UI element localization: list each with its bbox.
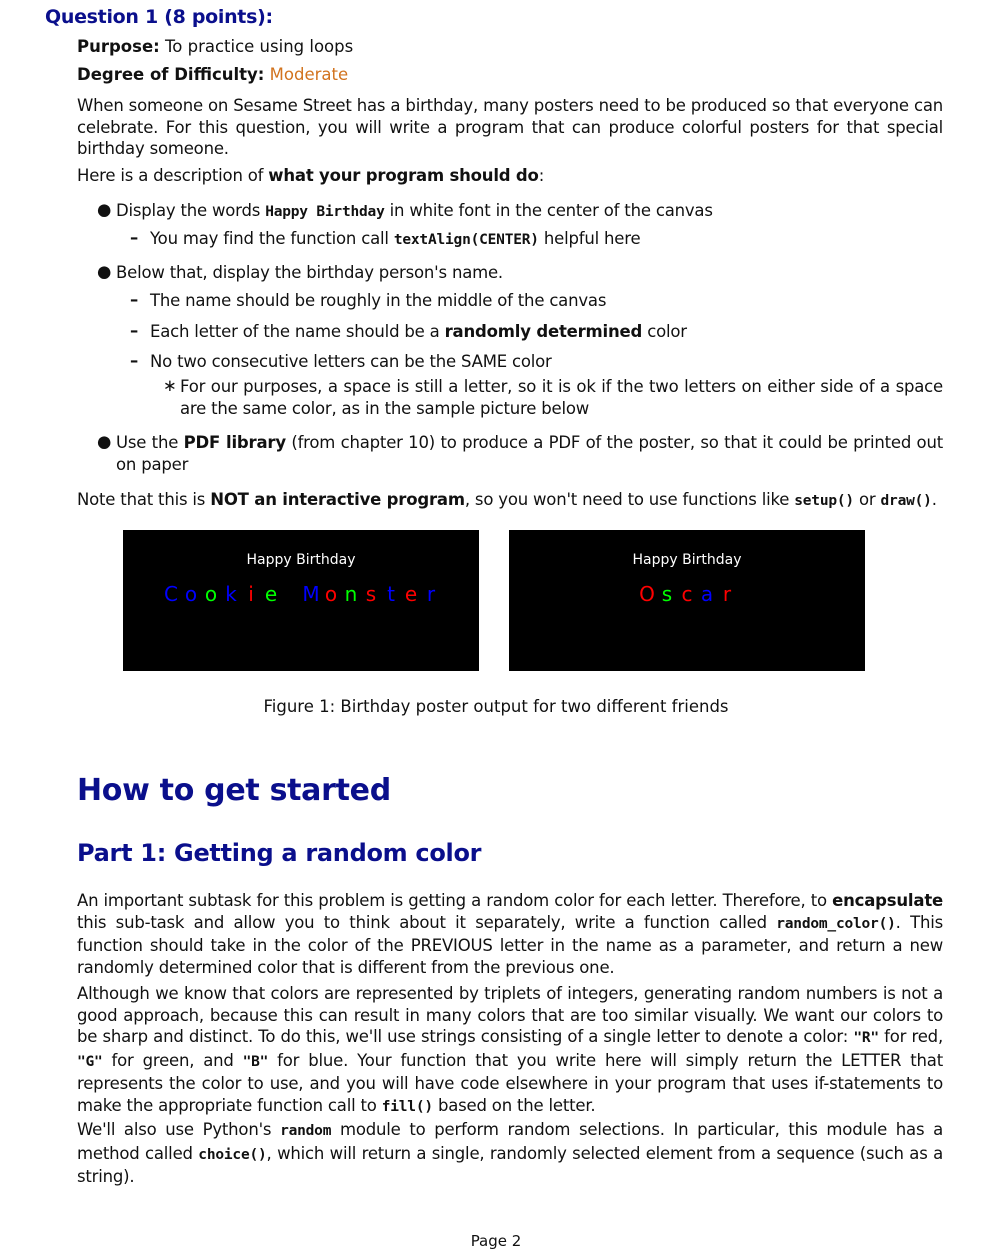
- difficulty-line: [77, 65, 348, 84]
- p3-code-random: random: [280, 1123, 332, 1139]
- note-mid2: or: [853, 490, 881, 509]
- poster-letter: c: [681, 582, 693, 606]
- difficulty-label: Degree of Difficulty:: [77, 65, 265, 84]
- page-number: Page 2: [470, 1232, 522, 1250]
- note-code-draw: draw(): [880, 493, 932, 509]
- p3-t2: module to perform random selections. In particular, this module has a method called: [77, 1120, 943, 1163]
- bullet-3-bold: PDF library: [183, 433, 286, 452]
- bullet-1-pre: Display the words: [116, 201, 266, 220]
- p1-code: random_color(): [776, 915, 896, 932]
- poster-oscar: [509, 530, 865, 671]
- bullet-dot-icon: ●: [97, 262, 112, 281]
- poster-letter: i: [248, 582, 254, 606]
- description-intro: [77, 165, 943, 187]
- p2-code-g: "G": [77, 1053, 103, 1070]
- bullet-dot-icon: ●: [97, 200, 112, 219]
- bullet-1-1-code: textAlign(CENTER): [393, 232, 539, 248]
- p1-pre: An important subtask for this problem is getting a random color for each letter. Therefore, to: [77, 891, 833, 910]
- note-bold: NOT an interactive program: [210, 490, 465, 509]
- purpose-label: Purpose:: [77, 37, 160, 56]
- bullet-3: [116, 432, 943, 475]
- dash-icon: –: [130, 321, 139, 340]
- poster-letter: r: [426, 582, 436, 606]
- part1-paragraph-2: [77, 983, 943, 1118]
- poster-cookie-monster: [123, 530, 479, 671]
- note-code-setup: setup(): [794, 493, 854, 509]
- poster-letter: [281, 582, 301, 606]
- poster-name: [123, 582, 479, 606]
- dash-icon: –: [130, 290, 139, 309]
- p3-t3: , which will return a single, randomly selected element from a sequence (such as a string).: [77, 1143, 943, 1186]
- asterisk-icon: ∗: [163, 376, 177, 395]
- poster-letter: O: [639, 582, 655, 606]
- bullet-2-1: The name should be roughly in the middle of the canvas: [150, 291, 607, 310]
- bullet-2-3: No two consecutive letters can be the SAME color: [150, 352, 552, 371]
- p3-t1: We'll also use Python's: [77, 1120, 281, 1139]
- bullet-dot-icon: ●: [97, 432, 112, 451]
- bullet-1-code: Happy Birthday: [265, 204, 385, 220]
- bullet-2: Below that, display the birthday person's name.: [116, 263, 503, 282]
- poster-letter: r: [722, 582, 732, 606]
- purpose-text: To practice using loops: [159, 37, 354, 56]
- note-post: .: [931, 490, 937, 509]
- poster-letter: o: [324, 582, 338, 606]
- p2-t3: for green, and: [102, 1050, 243, 1070]
- intro-paragraph: When someone on Sesame Street has a birthday, many posters need to be produced so that everyone can celebrate. For this question, you will write a program that can produce colorful posters for that special birthday someone.: [77, 96, 943, 158]
- difficulty-value: Moderate: [264, 65, 349, 84]
- p2-t4: for blue. Your function that you write here will simply return the LETTER that represents the color to use, and you will have code elsewhere in your program that uses if-statements to make the appropriate function call to: [77, 1050, 943, 1115]
- note-pre: Note that this is: [77, 490, 211, 509]
- bullet-1: [116, 200, 943, 224]
- section-heading: How to get started: [77, 773, 391, 808]
- poster-letter: a: [700, 582, 714, 606]
- dash-icon: –: [130, 351, 139, 370]
- note-paragraph: [77, 489, 943, 513]
- purpose-line: [77, 37, 353, 56]
- question-title: Question 1 (8 points):: [45, 6, 273, 28]
- poster-name: [509, 582, 865, 606]
- poster-letter: k: [225, 582, 237, 606]
- bullet-3-post: (from chapter 10) to produce a PDF of the poster, so that it could be printed out on paper: [116, 433, 943, 474]
- poster-letter: t: [387, 582, 395, 606]
- dash-icon: –: [130, 228, 139, 247]
- poster-letter: o: [204, 582, 218, 606]
- part1-paragraph-3: [77, 1119, 943, 1188]
- part1-paragraph-1: [77, 890, 943, 978]
- poster-letter: s: [661, 582, 673, 606]
- p2-t2: for red,: [878, 1027, 943, 1046]
- bullet-2-2: [150, 321, 943, 343]
- note-mid: , so you won't need to use functions like: [464, 490, 795, 509]
- description-intro-pre: Here is a description of: [77, 166, 269, 185]
- poster-letter: e: [404, 582, 418, 606]
- p1-post: . This function should take in the color of the PREVIOUS letter in the name as a parameter, and return a new randomly determined color that is different from the previous one.: [77, 912, 943, 977]
- poster-letter: C: [164, 582, 178, 606]
- p2-code-r: "R": [853, 1030, 879, 1046]
- poster-greeting: Happy Birthday: [246, 552, 356, 568]
- bullet-2-2-pre: Each letter of the name should be a: [150, 322, 445, 341]
- p1-bold: encapsulate: [832, 891, 943, 910]
- bullet-1-1-post: helpful here: [538, 229, 641, 248]
- p2-code-b: "B": [242, 1053, 269, 1070]
- p2-t1: Although we know that colors are represented by triplets of integers, generating random numbers is not a good approach, because this can result in many colors that are too similar visually. We want our colors to be sharp and distinct. To do this, we'll use strings consisting of a single letter to denote a color:: [77, 984, 943, 1046]
- bullet-2-2-bold: randomly determined: [444, 322, 643, 341]
- p2-code-fill: fill(): [381, 1098, 433, 1115]
- bullet-1-post: in white font in the center of the canvas: [384, 201, 713, 220]
- poster-letter: M: [302, 582, 320, 606]
- part-heading: Part 1: Getting a random color: [77, 839, 482, 867]
- poster-letter: s: [365, 582, 377, 606]
- description-intro-bold: what your program should do: [268, 166, 539, 185]
- description-intro-post: :: [538, 166, 545, 185]
- poster-letter: o: [184, 582, 198, 606]
- p2-t5: based on the letter.: [432, 1095, 596, 1115]
- bullet-1-1-pre: You may find the function call: [150, 229, 394, 248]
- p3-code-choice: choice(): [198, 1146, 267, 1163]
- bullet-2-2-post: color: [642, 322, 687, 341]
- bullet-3-pre: Use the: [116, 433, 184, 452]
- figure-caption: Figure 1: Birthday poster output for two different friends: [263, 697, 729, 716]
- poster-letter: n: [344, 582, 358, 606]
- poster-greeting: Happy Birthday: [632, 552, 742, 568]
- poster-letter: e: [264, 582, 278, 606]
- p1-mid: this sub-task and allow you to think about it separately, write a function called: [77, 912, 777, 932]
- bullet-1-1: [150, 228, 943, 252]
- bullet-2-3-1: For our purposes, a space is still a letter, so it is ok if the two letters on either side of a space are the same color, as in the sample picture below: [180, 377, 943, 418]
